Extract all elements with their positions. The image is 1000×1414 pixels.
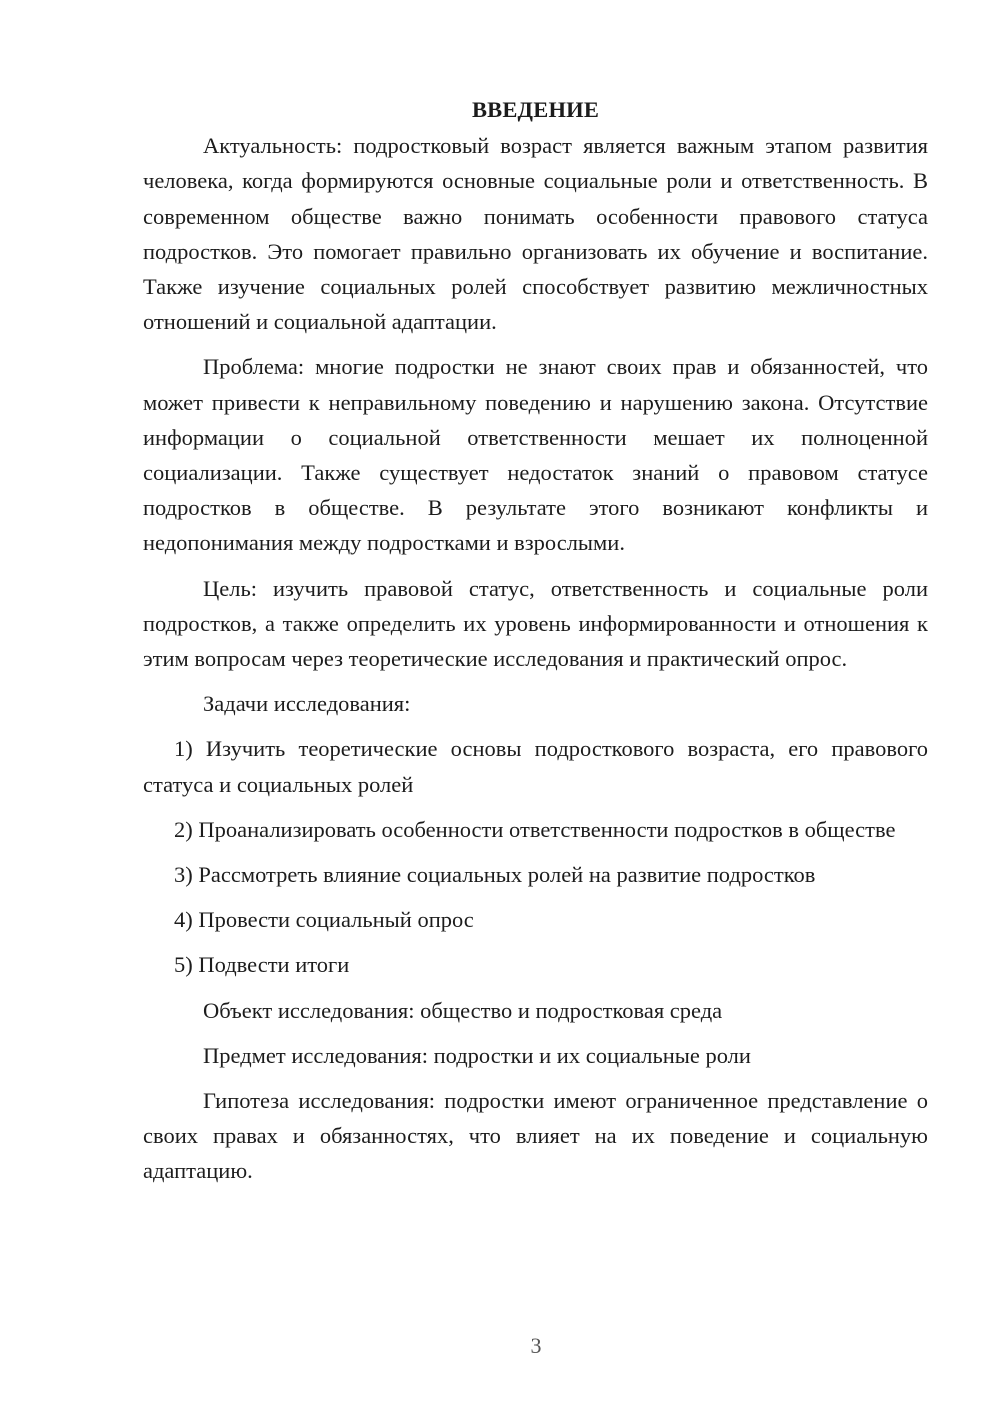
paragraph-problem: Проблема: многие подростки не знают своих прав и обязанностей, что может привести к неправильному поведению и нарушению закона. Отсутствие информации о социальной ответственности мешает их полноценной социализации. Также существует недостаток знаний о правовом статусе подростков в обществе. В результате этого возникают конфликты и недопонимания между подростками и взрослыми. bbox=[143, 354, 928, 556]
task-item-2: 2) Проанализировать особенности ответственности подростков в обществе bbox=[174, 816, 896, 842]
task-item-1: 1) Изучить теоретические основы подросткового возраста, его правового статуса и социальных ролей bbox=[143, 736, 928, 797]
paragraph-goal: Цель: изучить правовой статус, ответственность и социальные роли подростков, а также определить их уровень информированности и отношения к этим вопросам через теоретические исследования и практический опрос. bbox=[143, 575, 928, 672]
paragraph-object: Объект исследования: общество и подростковая среда bbox=[203, 997, 723, 1023]
paragraph-hypothesis: Гипотеза исследования: подростки имеют ограниченное представление о своих правах и обязанностях, что влияет на их поведение и социальную адаптацию. bbox=[143, 1088, 928, 1184]
paragraph-subject: Предмет исследования: подростки и их социальные роли bbox=[203, 1042, 751, 1068]
page-number: 3 bbox=[530, 1333, 542, 1358]
task-item-3: 3) Рассмотреть влияние социальных ролей на развитие подростков bbox=[174, 862, 816, 888]
tasks-heading: Задачи исследования: bbox=[203, 691, 411, 717]
task-item-5: 5) Подвести итоги bbox=[174, 952, 350, 978]
paragraph-relevance: Актуальность: подростковый возраст является важным этапом развития человека, когда формируются основные социальные роли и ответственность. В современном обществе важно понимать особенности правового статуса подростков. Это помогает правильно организовать их обучение и воспитание. Также изучение социальных ролей способствует развитию межличностных отношений и социальной адаптации. bbox=[143, 133, 928, 335]
document-body bbox=[143, 92, 928, 1199]
section-heading: ВВЕДЕНИЕ bbox=[471, 97, 600, 122]
task-item-4: 4) Провести социальный опрос bbox=[174, 907, 474, 933]
